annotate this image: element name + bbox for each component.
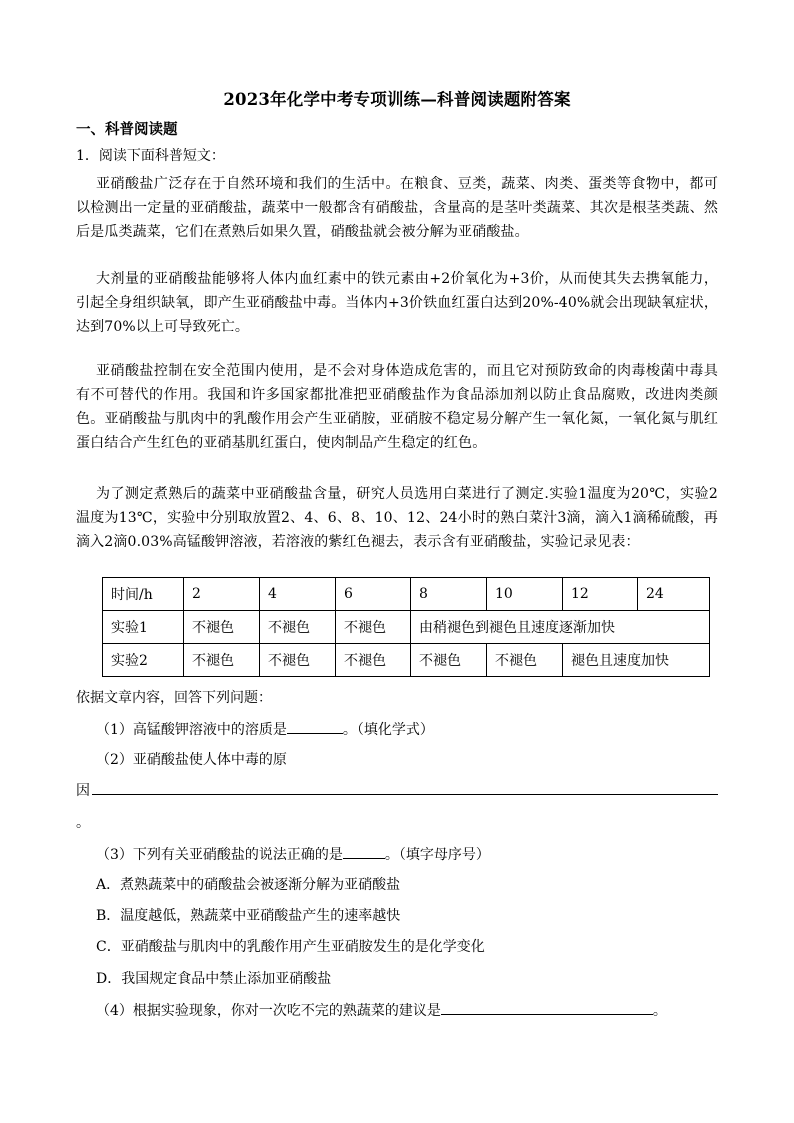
paragraph-3: 亚硝酸盐控制在安全范围内使用，是不会对身体造成危害的，而且它对预防致命的肉毒梭菌中毒具有不可替代的作用。我国和许多国家都批准把亚硝酸盐作为食品添加剂以防止食品腐败，改进肉类颜色。亚硝酸盐与肌肉中的乳酸作用会产生亚硝胺，亚硝胺不稳定易分解产生一氧化氮，一氧化氮与肌红蛋白结合产生红色的亚硝基肌红蛋白，使肉制品产生稳定的红色。 (76, 363, 718, 451)
table-header-row (103, 578, 710, 611)
option-b: B．温度越低，熟蔬菜中亚硝酸盐产生的速率越快 (96, 908, 401, 924)
question-1-text: （1）高锰酸钾溶液中的溶质是 (96, 722, 287, 738)
table-cell: 不褪色 (336, 611, 411, 644)
question-3-tail: 。（填字母序号） (384, 847, 490, 863)
table-cell: 实验1 (103, 611, 184, 644)
question-2-continuation: 因 (76, 783, 90, 799)
table-cell: 4 (260, 578, 336, 611)
answer-blank-3[interactable] (343, 843, 385, 859)
document-title: 2023年化学中考专项训练—科普阅读题附答案 (223, 90, 571, 109)
table-cell: 8 (411, 578, 487, 611)
paragraph-2: 大剂量的亚硝酸盐能够将人体内血红素中的铁元素由+2价氧化为+3价，从而使其失去携氧能力，引起全身组织缺氧，即产生亚硝酸盐中毒。当体内+3价铁血红蛋白达到20%-40%就会出现缺氧症状，达到70%以上可导致死亡。 (76, 271, 718, 335)
table-cell: 24 (638, 578, 710, 611)
table-cell: 6 (336, 578, 411, 611)
option-a: A．煮熟蔬菜中的硝酸盐会被逐渐分解为亚硝酸盐 (96, 877, 401, 893)
question-3 (96, 843, 490, 864)
table-cell: 不褪色 (487, 644, 563, 677)
table-cell: 10 (487, 578, 563, 611)
table-cell: 不褪色 (184, 611, 260, 644)
table-cell: 不褪色 (184, 644, 260, 677)
section-heading: 一、科普阅读题 (76, 121, 178, 138)
table-cell: 由稍褪色到褪色且速度逐渐加快 (411, 611, 710, 644)
paragraph-1: 亚硝酸盐广泛存在于自然环境和我们的生活中。在粮食、豆类，蔬菜、肉类、蛋类等食物中，都可以检测出一定量的亚硝酸盐，蔬菜中一般都含有硝酸盐，含量高的是茎叶类蔬菜、其次是根茎类蔬、然后是瓜类蔬菜，它们在煮熟后如果久置，硝酸盐就会被分解为亚硝酸盐。 (76, 176, 718, 240)
question-1 (96, 718, 434, 739)
table-cell: 不褪色 (336, 644, 411, 677)
table-cell: 不褪色 (260, 644, 336, 677)
answer-blank-2[interactable] (92, 794, 718, 795)
answer-prompt: 依据文章内容，回答下列问题： (76, 690, 272, 706)
table-cell: 时间/h (103, 578, 184, 611)
paragraph-4: 为了测定煮熟后的蔬菜中亚硝酸盐含量，研究人员选用白菜进行了测定.实验1温度为20℃，实验2温度为13℃，实验中分别取放置2、4、6、8、10、12、24小时的熟白菜汁3滴，滴入1滴稀硫酸，再滴入2滴0.03%高锰酸钾溶液，若溶液的紫红色褪去，表示含有亚硝酸盐，实验记录见表： (76, 486, 718, 550)
question-4-text: （4）根据实验现象，你对一次吃不完的熟蔬菜的建议是 (96, 1003, 441, 1019)
question-4-tail: 。 (652, 1003, 667, 1019)
question-4 (96, 999, 667, 1020)
experiment-table (102, 577, 710, 677)
table-cell: 12 (563, 578, 638, 611)
table-cell: 不褪色 (260, 611, 336, 644)
answer-blank-1[interactable] (287, 718, 343, 734)
table-cell: 2 (184, 578, 260, 611)
question-3-text: （3）下列有关亚硝酸盐的说法正确的是 (96, 847, 343, 863)
answer-blank-4[interactable] (441, 999, 653, 1015)
table-row (103, 611, 710, 644)
option-d: D．我国规定食品中禁止添加亚硝酸盐 (96, 971, 332, 987)
question-2: （2）亚硝酸盐使人体中毒的原 (96, 752, 287, 768)
table-cell: 褪色且速度加快 (563, 644, 710, 677)
table-cell: 不褪色 (411, 644, 487, 677)
table-cell: 实验2 (103, 644, 184, 677)
table-row (103, 644, 710, 677)
question-1-tail: 。（填化学式） (342, 722, 434, 738)
question-intro: 1．阅读下面科普短文： (76, 148, 225, 164)
option-c: C．亚硝酸盐与肌肉中的乳酸作用产生亚硝胺发生的是化学变化 (96, 939, 485, 955)
question-2-end: 。 (76, 815, 90, 831)
